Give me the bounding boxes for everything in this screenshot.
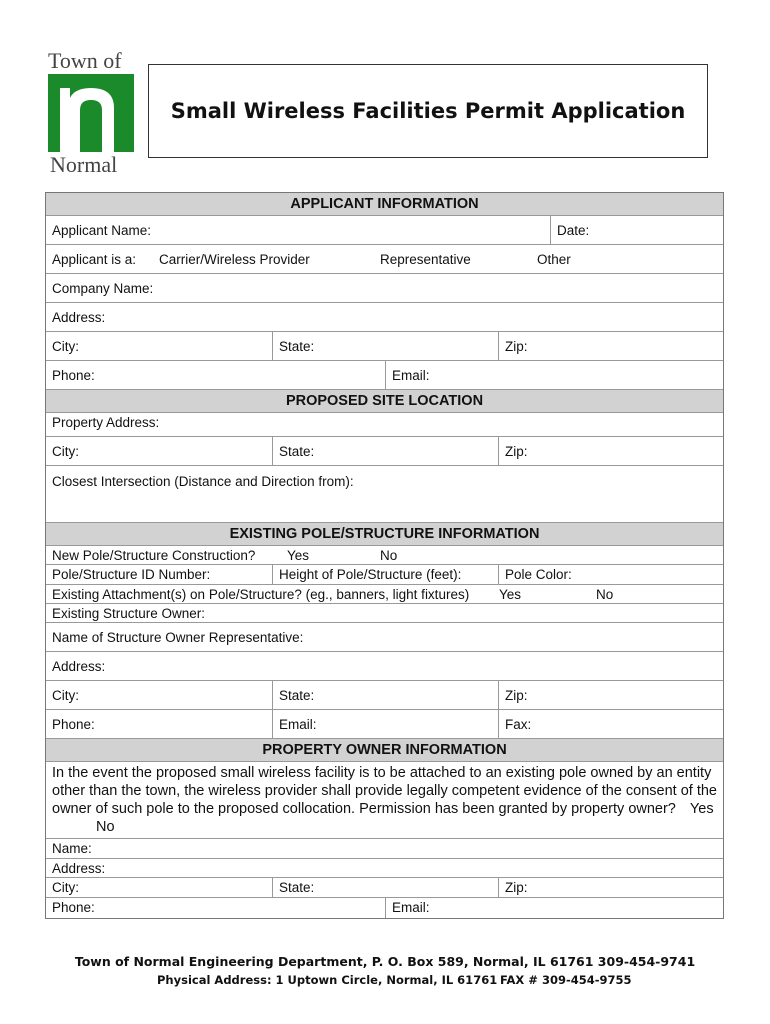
email-label: Email: xyxy=(392,900,430,915)
applicant-name-row xyxy=(46,216,723,245)
pole-color-field[interactable] xyxy=(498,565,723,584)
owner-city-row xyxy=(46,878,723,898)
phone-label: Phone: xyxy=(52,717,95,732)
title-box xyxy=(148,64,708,158)
zip-label: Zip: xyxy=(505,339,528,354)
structure-owner-field[interactable] xyxy=(46,604,723,623)
applicant-city-field[interactable] xyxy=(46,332,272,360)
logo-bottom-text: Normal xyxy=(50,152,118,177)
zip-label: Zip: xyxy=(505,880,528,895)
town-logo xyxy=(44,46,138,178)
property-address-field[interactable] xyxy=(46,413,723,437)
email-label: Email: xyxy=(392,368,430,383)
owner-phone-field[interactable] xyxy=(46,898,385,918)
owner-city-field[interactable] xyxy=(46,878,272,897)
owner-rep-label: Name of Structure Owner Representative: xyxy=(52,630,304,645)
state-label: State: xyxy=(279,339,315,354)
address-label: Address: xyxy=(52,659,106,674)
section-header-applicant: APPLICANT INFORMATION xyxy=(46,193,723,216)
city-label: City: xyxy=(52,444,79,459)
state-label: State: xyxy=(279,688,315,703)
applicant-zip-field[interactable] xyxy=(498,332,723,360)
company-name-label: Company Name: xyxy=(52,281,154,296)
footer-physical-address: Physical Address: 1 Uptown Circle, Normal, IL 61761 xyxy=(157,973,498,987)
site-city-field[interactable] xyxy=(46,437,272,465)
footer-fax: FAX # 309-454-9755 xyxy=(500,973,632,987)
site-city-row xyxy=(46,437,723,466)
pole-phone-row xyxy=(46,710,723,739)
attachment-yes-option[interactable]: Yes xyxy=(499,587,522,602)
new-pole-label: New Pole/Structure Construction? xyxy=(52,548,256,563)
attachment-row xyxy=(46,585,723,604)
state-label: State: xyxy=(279,880,315,895)
pole-email-field[interactable] xyxy=(272,710,499,738)
pole-phone-field[interactable] xyxy=(46,710,272,738)
address-label: Address: xyxy=(52,861,106,876)
applicant-phone-field[interactable] xyxy=(46,361,385,389)
pole-zip-field[interactable] xyxy=(498,681,723,709)
pole-id-field[interactable] xyxy=(46,565,272,584)
consent-paragraph xyxy=(46,762,723,839)
fax-label: Fax: xyxy=(505,717,532,732)
owner-rep-field[interactable] xyxy=(46,623,723,652)
applicant-name-field[interactable] xyxy=(46,216,550,244)
consent-text: In the event the proposed small wireless facility is to be attached to an existing pole owned by an entity other than the town, the wireless provider shall provide legally competent evidence of the consent of the owner of such pole to the proposed collocation. Permission has been granted by property owner? xyxy=(52,765,717,817)
option-representative[interactable]: Representative xyxy=(380,252,471,267)
page-title: Small Wireless Facilities Permit Application xyxy=(170,99,686,123)
applicant-email-field[interactable] xyxy=(385,361,723,389)
owner-phone-row xyxy=(46,898,723,918)
attachment-no-option[interactable]: No xyxy=(596,587,614,602)
applicant-name-label: Applicant Name: xyxy=(52,223,152,238)
applicant-type-row xyxy=(46,245,723,274)
applicant-type-label: Applicant is a: xyxy=(52,252,137,267)
date-field[interactable] xyxy=(550,216,723,244)
owner-address-field[interactable] xyxy=(46,859,723,878)
company-name-field[interactable] xyxy=(46,274,723,303)
structure-owner-label: Existing Structure Owner: xyxy=(52,606,206,621)
town-of-normal-logo-mark xyxy=(48,74,134,152)
closest-intersection-label: Closest Intersection (Distance and Direction from): xyxy=(52,474,354,489)
pole-height-field[interactable] xyxy=(272,565,499,584)
owner-state-field[interactable] xyxy=(272,878,499,897)
email-label: Email: xyxy=(279,717,317,732)
footer-contact-line: Town of Normal Engineering Department, P. O. Box 589, Normal, IL 61761 309-454-9741 xyxy=(74,954,696,969)
applicant-phone-row xyxy=(46,361,723,390)
owner-name-label: Name: xyxy=(52,841,92,856)
site-zip-field[interactable] xyxy=(498,437,723,465)
closest-intersection-field[interactable] xyxy=(46,466,723,523)
owner-name-field[interactable] xyxy=(46,839,723,859)
zip-label: Zip: xyxy=(505,688,528,703)
pole-city-field[interactable] xyxy=(46,681,272,709)
city-label: City: xyxy=(52,339,79,354)
pole-id-label: Pole/Structure ID Number: xyxy=(52,567,211,582)
applicant-state-field[interactable] xyxy=(272,332,499,360)
option-carrier[interactable]: Carrier/Wireless Provider xyxy=(159,252,310,267)
city-label: City: xyxy=(52,688,79,703)
attachment-label: Existing Attachment(s) on Pole/Structure? (eg., banners, light fixtures) xyxy=(52,587,470,602)
applicant-address-field[interactable] xyxy=(46,303,723,332)
new-pole-no-option[interactable]: No xyxy=(380,548,398,563)
site-state-field[interactable] xyxy=(272,437,499,465)
applicant-city-row xyxy=(46,332,723,361)
consent-no-option[interactable]: No xyxy=(96,819,115,835)
section-header-site: PROPOSED SITE LOCATION xyxy=(46,390,723,413)
logo-top-text: Town of xyxy=(48,48,122,73)
phone-label: Phone: xyxy=(52,900,95,915)
state-label: State: xyxy=(279,444,315,459)
owner-email-field[interactable] xyxy=(385,898,723,918)
permit-form xyxy=(45,192,724,919)
pole-city-row xyxy=(46,681,723,710)
pole-id-row xyxy=(46,565,723,585)
consent-yes-option[interactable]: Yes xyxy=(689,801,714,817)
new-pole-yes-option[interactable]: Yes xyxy=(287,548,310,563)
owner-zip-field[interactable] xyxy=(498,878,723,897)
section-header-pole: EXISTING POLE/STRUCTURE INFORMATION xyxy=(46,523,723,546)
pole-height-label: Height of Pole/Structure (feet): xyxy=(279,567,462,582)
property-address-label: Property Address: xyxy=(52,415,160,430)
pole-fax-field[interactable] xyxy=(498,710,723,738)
pole-color-label: Pole Color: xyxy=(505,567,572,582)
phone-label: Phone: xyxy=(52,368,95,383)
city-label: City: xyxy=(52,880,79,895)
section-header-owner: PROPERTY OWNER INFORMATION xyxy=(46,739,723,762)
address-label: Address: xyxy=(52,310,106,325)
new-pole-row xyxy=(46,546,723,565)
pole-address-field[interactable] xyxy=(46,652,723,681)
date-label: Date: xyxy=(557,223,590,238)
pole-state-field[interactable] xyxy=(272,681,499,709)
option-other[interactable]: Other xyxy=(537,252,571,267)
zip-label: Zip: xyxy=(505,444,528,459)
